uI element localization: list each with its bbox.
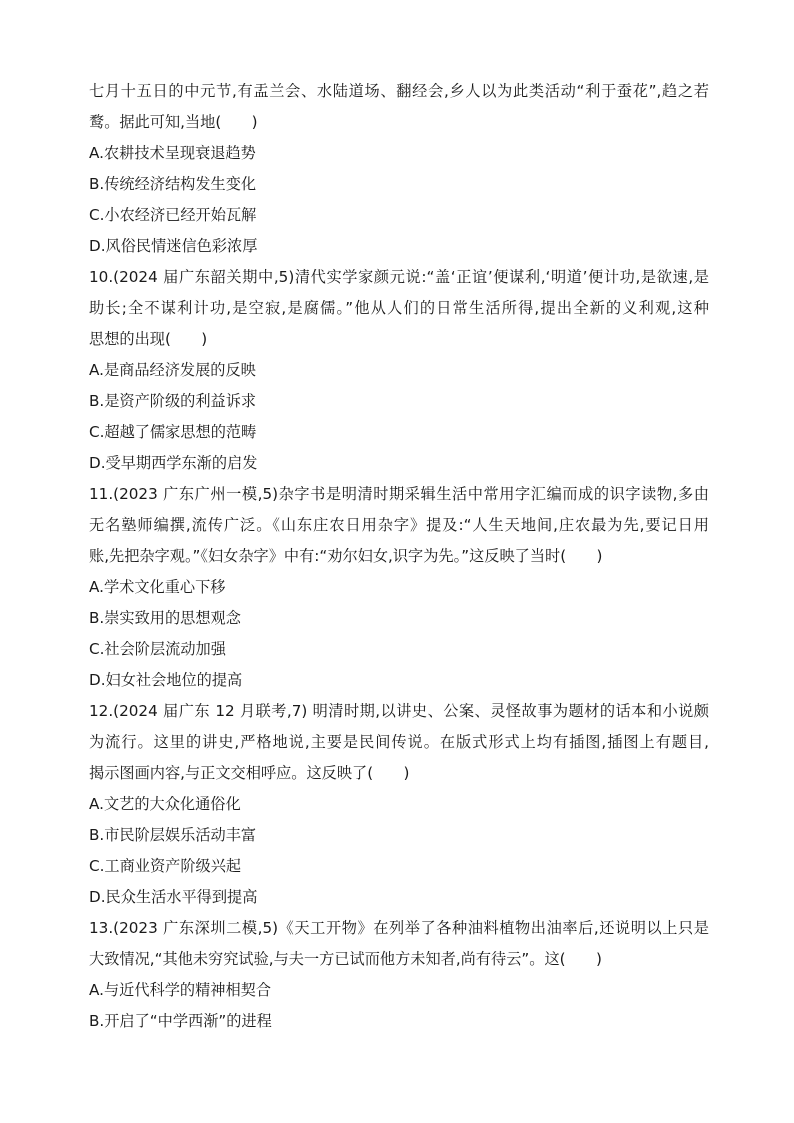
option-a: A.文艺的大众化通俗化 <box>89 795 241 813</box>
option-a: A.学术文化重心下移 <box>89 578 226 596</box>
question-9 <box>89 76 709 262</box>
stem-line: 大致情况,“其他未穷究试验,与夫一方已试而他方未知者,尚有待云”。这( ) <box>89 950 602 968</box>
option-d: D.民众生活水平得到提高 <box>89 888 258 906</box>
option-b: B.崇实致用的思想观念 <box>89 609 241 627</box>
stem-line: 11.(2023 广东广州一模,5)杂字书是明清时期采辑生活中常用字汇编而成的识字读物,多由 <box>89 485 709 503</box>
stem-line: 无名塾师编撰,流传广泛。《山东庄农日用杂字》提及:“人生天地间,庄农最为先,要记日用 <box>89 516 709 534</box>
question-stem <box>89 696 709 789</box>
option-b: B.开启了“中学西渐”的进程 <box>89 1012 272 1030</box>
option-c: C.工商业资产阶级兴起 <box>89 857 242 875</box>
question-11 <box>89 479 709 696</box>
option-b: B.是资产阶级的利益诉求 <box>89 392 257 410</box>
stem-line: 七月十五日的中元节,有盂兰会、水陆道场、翻经会,乡人以为此类活动“利于蚕花”,趋之若 <box>89 82 709 100</box>
stem-line: 10.(2024 届广东韶关期中,5)清代实学家颜元说:“盖‘正谊’便谋利,‘明道’便计功,是欲速,是 <box>89 268 709 286</box>
option-b: B.市民阶层娱乐活动丰富 <box>89 826 257 844</box>
stem-line: 思想的出现( ) <box>89 330 208 348</box>
option-d: D.风俗民情迷信色彩浓厚 <box>89 237 258 255</box>
stem-line: 账,先把杂字观。”《妇女杂字》中有:“劝尔妇女,识字为先。”这反映了当时( ) <box>89 547 603 565</box>
option-a: A.农耕技术呈现衰退趋势 <box>89 144 256 162</box>
question-13 <box>89 913 709 1037</box>
question-12 <box>89 696 709 913</box>
question-stem <box>89 262 709 355</box>
option-c: C.小农经济已经开始瓦解 <box>89 206 257 224</box>
question-stem <box>89 479 709 572</box>
stem-line: 揭示图画内容,与正文交相呼应。这反映了( ) <box>89 764 410 782</box>
option-b: B.传统经济结构发生变化 <box>89 175 257 193</box>
option-a: A.是商品经济发展的反映 <box>89 361 256 379</box>
stem-line: 鹜。据此可知,当地( ) <box>89 113 258 131</box>
option-d: D.受早期西学东渐的启发 <box>89 454 258 472</box>
option-a: A.与近代科学的精神相契合 <box>89 981 272 999</box>
question-stem <box>89 913 709 975</box>
option-d: D.妇女社会地位的提高 <box>89 671 243 689</box>
stem-line: 12.(2024 届广东 12 月联考,7) 明清时期,以讲史、公案、灵怪故事为题材的话本和小说颇 <box>89 702 709 720</box>
option-c: C.社会阶层流动加强 <box>89 640 226 658</box>
question-10 <box>89 262 709 479</box>
stem-line: 为流行。这里的讲史,严格地说,主要是民间传说。在版式形式上均有插图,插图上有题目, <box>89 733 709 751</box>
question-list <box>89 76 709 1037</box>
question-stem <box>89 76 709 138</box>
stem-line: 13.(2023 广东深圳二模,5)《天工开物》在列举了各种油料植物出油率后,还说明以上只是 <box>89 919 709 937</box>
option-c: C.超越了儒家思想的范畴 <box>89 423 257 441</box>
stem-line: 助长;全不谋利计功,是空寂,是腐儒。”他从人们的日常生活所得,提出全新的义利观,这种 <box>89 299 709 317</box>
